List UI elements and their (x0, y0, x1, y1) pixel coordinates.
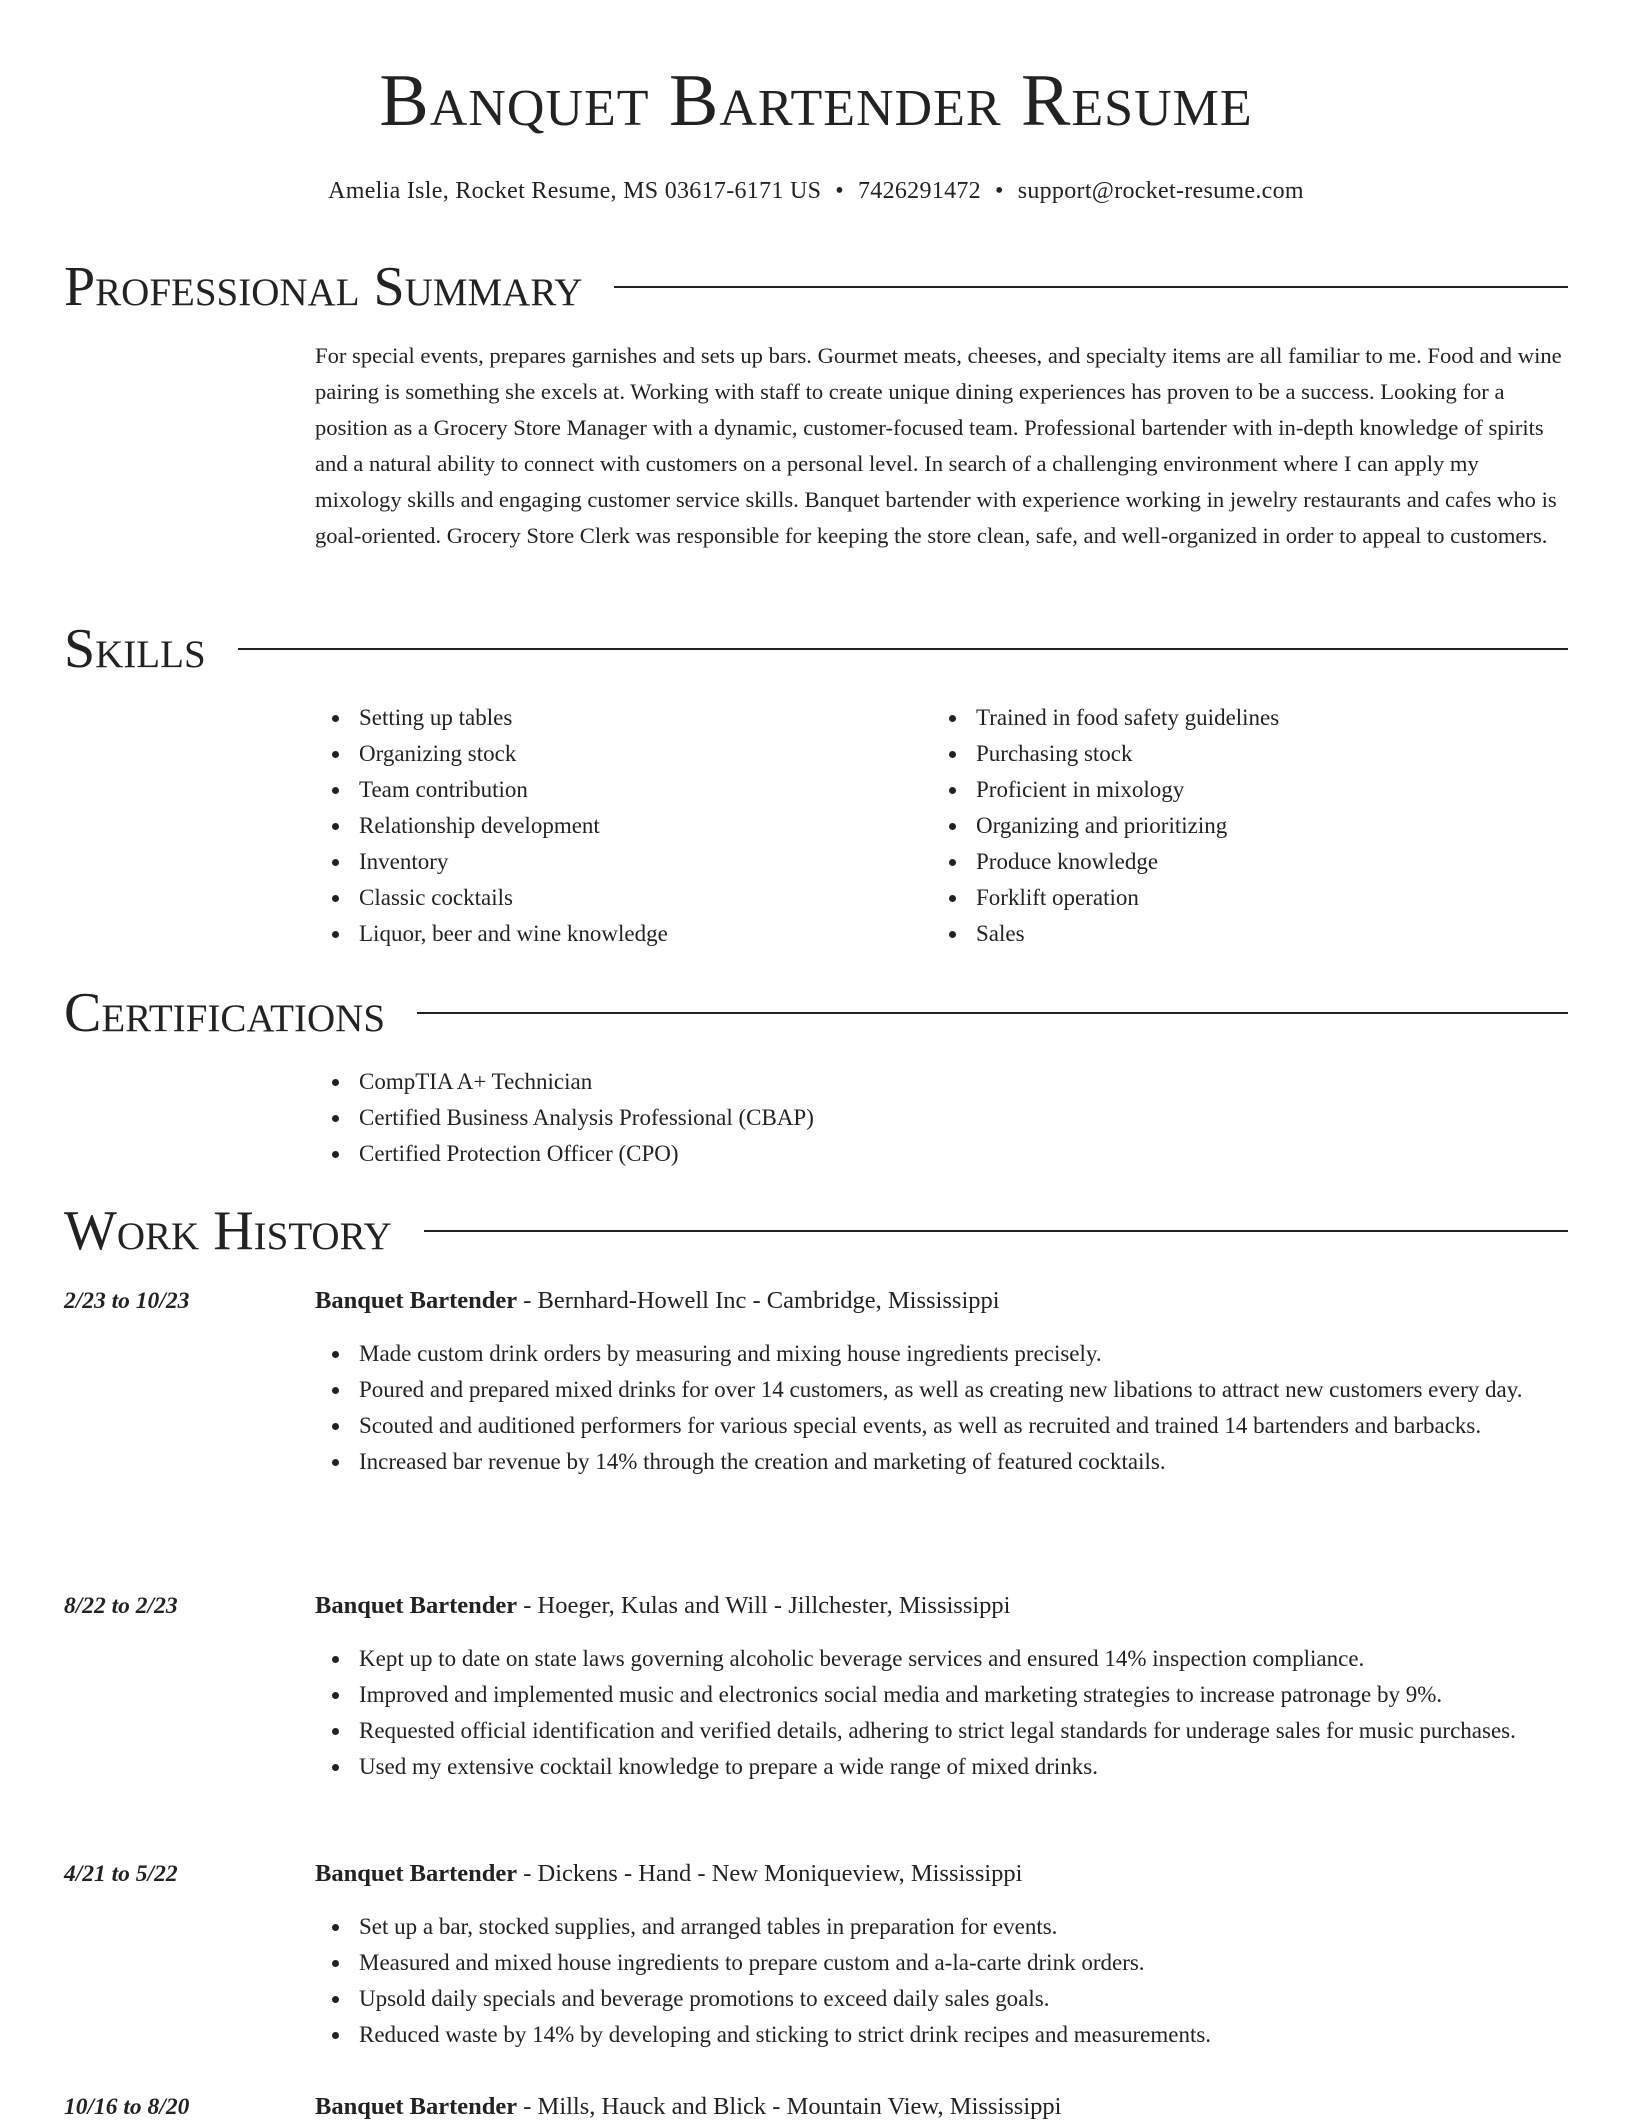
skill-item: Purchasing stock (932, 736, 1279, 772)
certification-item: Certified Protection Officer (CPO) (315, 1136, 814, 1172)
skill-item: Relationship development (315, 808, 668, 844)
skill-item: Team contribution (315, 772, 668, 808)
job-bullet: Reduced waste by 14% by developing and sticking to strict drink recipes and measurements. (315, 2017, 1568, 2053)
skill-item: Classic cocktails (315, 880, 668, 916)
job-heading (315, 2089, 1061, 2125)
job-bullet: Kept up to date on state laws governing alcoholic beverage services and ensured 14% inspection compliance. (315, 1641, 1568, 1677)
skill-item: Forklift operation (932, 880, 1279, 916)
skill-item: Inventory (315, 844, 668, 880)
contact-separator: • (994, 178, 1004, 204)
certification-item: Certified Business Analysis Professional (CBAP) (315, 1100, 814, 1136)
summary-section-title: Professional Summary (64, 256, 583, 318)
work-section-header (64, 1196, 1568, 1266)
section-divider (417, 1012, 1568, 1014)
job-bullet: Used my extensive cocktail knowledge to prepare a wide range of mixed drinks. (315, 1749, 1568, 1785)
job-bullet: Upsold daily specials and beverage promotions to exceed daily sales goals. (315, 1981, 1568, 2017)
certifications-list (315, 1064, 814, 1172)
skill-item: Produce knowledge (932, 844, 1279, 880)
job-bullet: Measured and mixed house ingredients to prepare custom and a-la-carte drink orders. (315, 1945, 1568, 1981)
resume-title: Banquet Bartender Resume (379, 60, 1253, 142)
job-bullet: Requested official identification and verified details, adhering to strict legal standards for underage sales for music purchases. (315, 1713, 1568, 1749)
section-divider (614, 286, 1568, 288)
job-title: Banquet Bartender (315, 1287, 518, 1314)
skills-list-left (315, 700, 668, 952)
skill-item: Organizing and prioritizing (932, 808, 1279, 844)
job-dates: 2/23 to 10/23 (64, 1288, 190, 1314)
skill-item: Setting up tables (315, 700, 668, 736)
job-bullets (315, 1336, 1568, 1480)
contact-separator: • (835, 178, 844, 204)
skill-item: Liquor, beer and wine knowledge (315, 916, 668, 952)
job-dates: 4/21 to 5/22 (64, 1861, 178, 1887)
job-title: Banquet Bartender (315, 1860, 518, 1887)
job-bullets (315, 1641, 1568, 1785)
contact-phone: 7426291472 (857, 178, 981, 204)
job-dates: 8/22 to 2/23 (64, 1593, 178, 1619)
contact-email: support@rocket-resume.com (1017, 178, 1304, 204)
job-bullets (315, 1909, 1568, 2053)
job-title: Banquet Bartender (315, 2093, 518, 2120)
skill-item: Sales (932, 916, 1279, 952)
certifications-section-title: Certifications (64, 982, 386, 1044)
job-employer-location: - Dickens - Hand - New Moniqueview, Mississippi (517, 1860, 1023, 1887)
work-section-title: Work History (64, 1200, 392, 1262)
job-bullet: Increased bar revenue by 14% through the creation and marketing of featured cocktails. (315, 1444, 1568, 1480)
contact-line (64, 174, 1568, 208)
summary-text: For special events, prepares garnishes and sets up bars. Gourmet meats, cheeses, and specialty items are all familiar to me. Food and wine pairing is something she excels at. Working with staff to create unique dining experiences has proven to be a success. Looking for a position as a Grocery Store Manager with a dynamic, customer-focused team. Professional bartender with in-depth knowledge of spirits and a natural ability to connect with customers on a personal level. In search of a challenging environment where I can apply my mixology skills and engaging customer service skills. Banquet bartender with experience working in jewelry restaurants and cafes who is goal-oriented. Grocery Store Clerk was responsible for keeping the store clean, safe, and well-organized in order to appeal to customers. (315, 343, 1562, 548)
job-employer-location: - Mills, Hauck and Blick - Mountain View, Mississippi (517, 2093, 1062, 2120)
job-heading (315, 1283, 1000, 1319)
job-heading (315, 1856, 1023, 1892)
skill-item: Trained in food safety guidelines (932, 700, 1279, 736)
skills-list-right (932, 700, 1279, 952)
section-divider (424, 1230, 1568, 1232)
job-bullet: Poured and prepared mixed drinks for over 14 customers, as well as creating new libations to attract new customers every day. (315, 1372, 1568, 1408)
job-bullet: Improved and implemented music and electronics social media and marketing strategies to increase patronage by 9%. (315, 1677, 1568, 1713)
skills-section-header (64, 614, 1568, 684)
job-dates: 10/16 to 8/20 (64, 2094, 190, 2120)
job-title: Banquet Bartender (315, 1592, 518, 1619)
job-employer-location: - Bernhard-Howell Inc - Cambridge, Mississippi (517, 1287, 1000, 1314)
job-heading (315, 1588, 1010, 1624)
certification-item: CompTIA A+ Technician (315, 1064, 814, 1100)
skills-section-title: Skills (64, 618, 206, 680)
job-bullet: Set up a bar, stocked supplies, and arranged tables in preparation for events. (315, 1909, 1568, 1945)
job-bullet: Scouted and auditioned performers for various special events, as well as recruited and trained 14 bartenders and barbacks. (315, 1408, 1568, 1444)
summary-section-header (64, 252, 1568, 322)
contact-address: Amelia Isle, Rocket Resume, MS 03617-6171 US (328, 178, 822, 204)
section-divider (238, 648, 1568, 650)
job-bullet: Made custom drink orders by measuring and mixing house ingredients precisely. (315, 1336, 1568, 1372)
job-employer-location: - Hoeger, Kulas and Will - Jillchester, Mississippi (517, 1592, 1011, 1619)
certifications-section-header (64, 978, 1568, 1048)
skill-item: Organizing stock (315, 736, 668, 772)
skill-item: Proficient in mixology (932, 772, 1279, 808)
